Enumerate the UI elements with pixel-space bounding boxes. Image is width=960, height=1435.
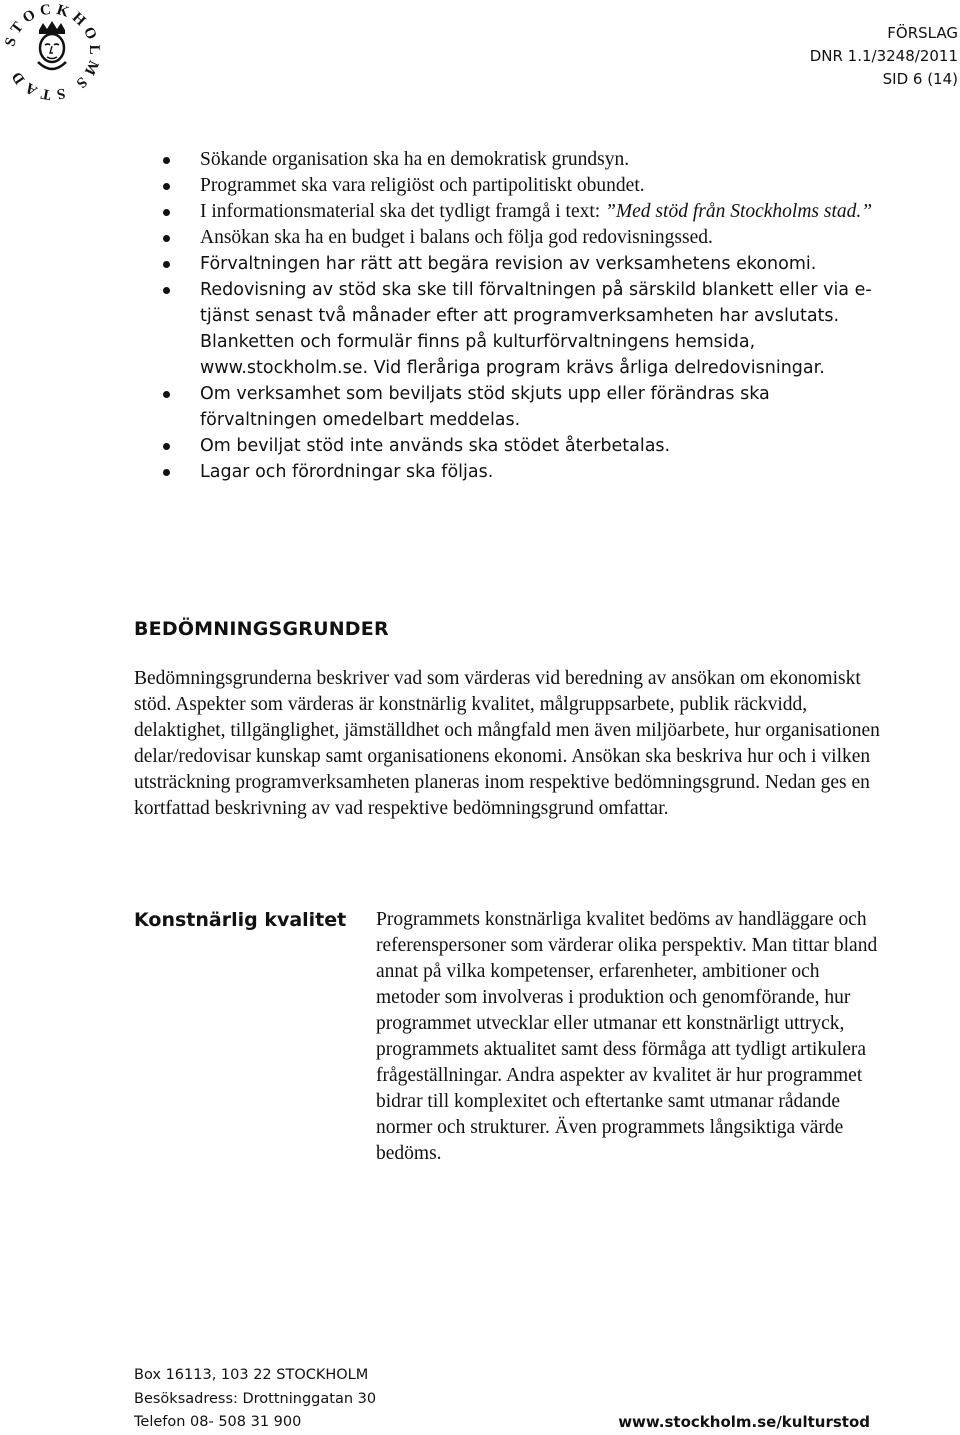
- list-item: Lagar och förordningar ska följas.: [163, 459, 883, 485]
- stockholm-crest-icon: [0, 0, 104, 104]
- list-item: Programmet ska vara religiöst och partipolitiskt obundet.: [163, 173, 883, 199]
- footer-phone: Telefon 08- 508 31 900: [134, 1414, 302, 1430]
- document-status: FÖRSLAG: [887, 24, 958, 42]
- list-item: Om beviljat stöd inte används ska stödet återbetalas.: [163, 433, 883, 459]
- bullet-icon: [163, 443, 170, 450]
- svg-text:STOCKHOLMS STAD: [2, 1, 102, 102]
- list-item: I informationsmaterial ska det tydligt framgå i text: ”Med stöd från Stockholms stad.”: [163, 199, 883, 225]
- footer-visit-address: Besöksadress: Drottninggatan 30: [134, 1390, 377, 1407]
- list-item: Om verksamhet som beviljats stöd skjuts upp eller förändras ska förvaltningen omedelbart meddelas.: [163, 381, 883, 433]
- bullet-icon: [163, 157, 170, 164]
- bullet-icon: [163, 469, 170, 476]
- quote-text: ”Med stöd från Stockholms stad.”: [605, 201, 873, 222]
- bullet-icon: [163, 235, 170, 242]
- bullet-icon: [163, 183, 170, 190]
- bullet-icon: [163, 391, 170, 398]
- subsection-body: Programmets konstnärliga kvalitet bedöms av handläggare och referenspersoner som värderar olika perspektiv. Man tittar bland annat på vilka kompetenser, erfarenheter, ambitioner och metoder som involveras i produktion och genomförande, hur programmet utvecklar eller utmanar ett konstnärligt uttryck, programmets aktualitet samt dess förmåga att tydligt artikulera frågeställningar. Andra aspekter av kvalitet är hur programmet bidrar till komplexitet och eftertanke samt utmanar rådande normer och strukturer. Även programmets långsiktiga värde bedöms.: [376, 909, 878, 1164]
- list-item: Förvaltningen har rätt att begära revision av verksamhetens ekonomi.: [163, 251, 883, 277]
- footer-address: Box 16113, 103 22 STOCKHOLM: [134, 1367, 369, 1383]
- subsection-heading: Konstnärlig kvalitet: [134, 909, 347, 931]
- bullet-icon: [163, 287, 170, 294]
- requirements-list: [163, 147, 883, 485]
- footer-contact: [134, 1364, 376, 1435]
- list-item: Sökande organisation ska ha en demokratisk grundsyn.: [163, 147, 883, 173]
- page-number: SID 6 (14): [882, 70, 958, 88]
- document-number: DNR 1.1/3248/2011: [809, 47, 958, 65]
- section-heading: BEDÖMNINGSGRUNDER: [134, 618, 389, 640]
- list-item: Ansökan ska ha en budget i balans och följa god redovisningssed.: [163, 225, 883, 251]
- section-body: Bedömningsgrunderna beskriver vad som värderas vid beredning av ansökan om ekonomiskt stöd. Aspekter som värderas är konstnärlig kvalitet, målgruppsarbete, publik räckvidd, delaktighet, tillgänglighet, jämställdhet och mångfald men även miljöarbete, hur organisationen delar/redovisar kunskap samt organisationens ekonomi. Ansökan ska beskriva hur och i vilken utsträckning programverksamheten planeras inom respektive bedömningsgrund. Nedan ges en kortfattad beskrivning av vad respektive bedömningsgrund omfattar.: [134, 668, 880, 819]
- footer-website-link[interactable]: www.stockholm.se/kulturstod: [618, 1413, 870, 1431]
- document-header: [810, 22, 958, 91]
- list-item: Redovisning av stöd ska ske till förvaltningen på särskild blankett eller via e-tjänst senast två månader efter att programverksamheten har avslutats. Blanketten och formulär finns på kulturförvaltningens hemsida, www.stockholm.se. Vid fleråriga program krävs årliga delredovisningar.: [163, 277, 883, 381]
- bullet-icon: [163, 209, 170, 216]
- bullet-icon: [163, 261, 170, 268]
- logo-text: STOCKHOLMS STAD: [2, 1, 103, 103]
